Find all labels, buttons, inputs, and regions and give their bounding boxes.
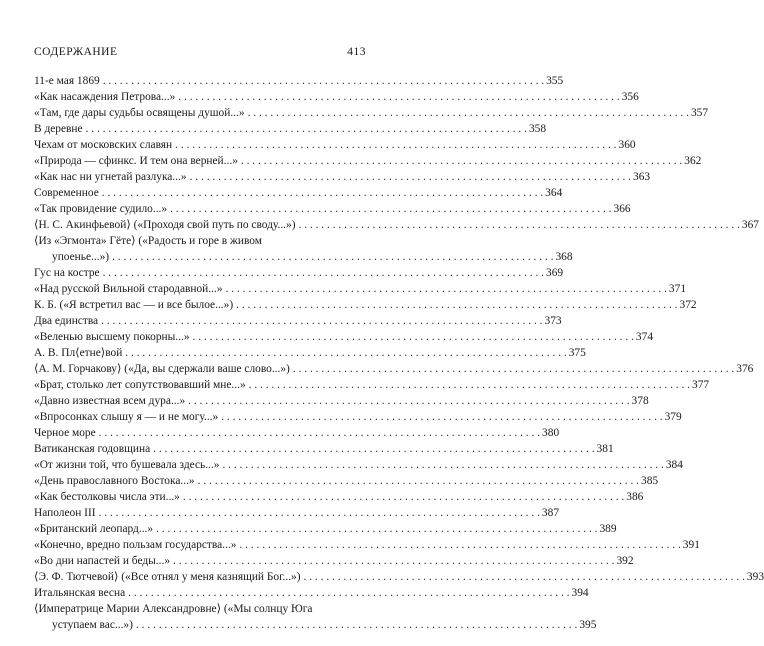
- toc-entry-title: ⟨Императрице Марии Александровне⟩ («Мы солнцу Юга: [34, 603, 313, 615]
- toc-entry-page: 364: [545, 187, 563, 199]
- page-number: 413: [347, 46, 366, 58]
- toc-entry-title: «Конечно, вредно пользам государства...»: [34, 539, 237, 551]
- toc-entry-page: 395: [579, 619, 597, 631]
- dot-leader: [150, 441, 594, 457]
- toc-entry-title: «Во дни напастей и беды...»: [34, 555, 171, 567]
- toc-entry-title: «Как насаждения Петрова...»: [34, 91, 176, 103]
- toc-entry: [34, 601, 597, 633]
- toc-entry-title: «Над русской Вильной стародавной...»: [34, 283, 223, 295]
- toc-entry: [34, 233, 573, 265]
- toc-entry-title: Современное: [34, 187, 99, 199]
- toc-entry-page: 393: [746, 571, 764, 583]
- toc-entry-title-continuation: уступаем вас...»): [52, 619, 133, 631]
- toc-entry-title: Черное море: [34, 427, 96, 439]
- toc-entry: [34, 569, 764, 585]
- toc-entry-page: 389: [599, 523, 617, 535]
- dot-leader: [133, 617, 577, 633]
- toc-entry-title: «Там, где дары судьбы освящены душой...»: [34, 107, 245, 119]
- running-head: [34, 46, 366, 62]
- toc-entry-title-continuation: упоенье...»): [52, 251, 110, 263]
- toc-entry-title: А. В. Пл⟨етне⟩вой: [34, 347, 123, 359]
- toc-entry: [34, 313, 562, 329]
- dot-leader: [109, 249, 553, 265]
- toc-entry-title: ⟨Н. С. Акинфьевой⟩ («Проходя свой путь по своду...»): [34, 219, 296, 231]
- dot-leader: [96, 425, 540, 441]
- dot-leader: [125, 585, 569, 601]
- table-of-contents: [34, 73, 764, 633]
- dot-leader: [180, 489, 624, 505]
- toc-entry-title: «Брат, столько лет сопутствовавший мне...»: [34, 379, 246, 391]
- toc-entry-page: 384: [665, 459, 683, 471]
- dot-leader: [290, 361, 734, 377]
- toc-entry: [34, 409, 682, 425]
- toc-entry: [34, 425, 560, 441]
- toc-entry: [34, 121, 547, 137]
- dot-leader: [245, 105, 689, 121]
- toc-entry-title: «Так провидение судило...»: [34, 203, 168, 215]
- toc-entry: [34, 201, 631, 217]
- dot-leader: [218, 409, 662, 425]
- toc-entry-title: «Британский леопард...»: [34, 523, 154, 535]
- toc-entry: [34, 553, 634, 569]
- toc-entry-title: Итальянская весна: [34, 587, 126, 599]
- toc-entry-title: «Давно известная всем дура...»: [34, 395, 186, 407]
- toc-entry-title: Ватиканская годовщина: [34, 443, 151, 455]
- toc-entry-page: 369: [546, 267, 564, 279]
- dot-leader: [153, 521, 597, 537]
- toc-entry-title: 11-е мая 1869: [34, 75, 100, 87]
- toc-entry-title: Чехам от московских славян: [34, 139, 173, 151]
- toc-entry-title: «Как бестолковы числа эти...»: [34, 491, 180, 503]
- toc-entry-page: 360: [618, 139, 636, 151]
- toc-entry-title: «Как нас ни угнетай разлука...»: [34, 171, 187, 183]
- toc-entry: [34, 489, 644, 505]
- toc-entry-page: 381: [596, 443, 614, 455]
- toc-entry: [34, 505, 560, 521]
- toc-entry-page: 376: [736, 363, 754, 375]
- toc-entry-page: 386: [626, 491, 644, 503]
- toc-entry: [34, 105, 709, 121]
- toc-entry-title: «Впросонках слышу я — и не могу...»: [34, 411, 219, 423]
- dot-leader: [296, 217, 740, 233]
- toc-entry: [34, 457, 683, 473]
- toc-entry: [34, 153, 702, 169]
- toc-entry: [34, 89, 639, 105]
- toc-entry-title: ⟨Э. Ф. Тютчевой⟩ («Все отнял у меня казнящий Бог...»): [34, 571, 301, 583]
- dot-leader: [301, 569, 745, 585]
- toc-entry-page: 358: [528, 123, 547, 135]
- toc-entry-title: Два единства: [34, 315, 99, 327]
- toc-entry: [34, 361, 754, 377]
- toc-entry: [34, 297, 697, 313]
- toc-entry-page: 357: [690, 107, 709, 119]
- toc-entry-page: 379: [664, 411, 682, 423]
- dot-leader: [98, 313, 542, 329]
- toc-entry: [34, 521, 617, 537]
- toc-entry-title: «Природа — сфинкс. И тем она верней...»: [34, 155, 238, 167]
- toc-entry-title: «От жизни той, что бушевала здесь...»: [34, 459, 220, 471]
- dot-leader: [236, 537, 680, 553]
- toc-entry-page: 362: [684, 155, 702, 167]
- dot-leader: [122, 345, 566, 361]
- toc-entry: [34, 137, 636, 153]
- toc-entry: [34, 185, 563, 201]
- toc-entry-page: 374: [635, 331, 654, 343]
- dot-leader: [99, 185, 543, 201]
- dot-leader: [96, 505, 540, 521]
- section-title: СОДЕРЖАНИЕ: [34, 46, 118, 58]
- toc-entry: [34, 393, 649, 409]
- toc-entry-page: 392: [616, 555, 634, 567]
- toc-entry: [34, 441, 614, 457]
- toc-entry-title: В деревне: [34, 123, 83, 135]
- toc-entry: [34, 329, 654, 345]
- dot-leader: [167, 201, 611, 217]
- toc-entry-page: 356: [621, 91, 639, 103]
- toc-entry-page: 385: [641, 475, 659, 487]
- dot-leader: [172, 137, 616, 153]
- toc-entry-title: «Веленью высшему покорны...»: [34, 331, 190, 343]
- dot-leader: [100, 73, 544, 89]
- toc-entry: [34, 73, 564, 89]
- dot-leader: [170, 553, 614, 569]
- toc-entry: [34, 217, 759, 233]
- toc-entry: [34, 345, 586, 361]
- toc-entry: [34, 473, 659, 489]
- dot-leader: [219, 457, 663, 473]
- dot-leader: [246, 377, 690, 393]
- toc-entry-page: 368: [555, 251, 573, 263]
- toc-entry-title: К. Б. («Я встретил вас — и все былое...»): [34, 299, 234, 311]
- dot-leader: [185, 393, 629, 409]
- toc-entry-title: «День православного Востока...»: [34, 475, 195, 487]
- dot-leader: [190, 329, 634, 345]
- toc-entry-page: 391: [682, 539, 700, 551]
- toc-entry: [34, 265, 564, 281]
- toc-entry-page: 355: [546, 75, 564, 87]
- toc-entry: [34, 537, 700, 553]
- dot-leader: [175, 89, 619, 105]
- toc-entry-page: 367: [741, 219, 759, 231]
- toc-entry-page: 363: [633, 171, 651, 183]
- dot-leader: [187, 169, 631, 185]
- toc-entry: [34, 377, 710, 393]
- toc-entry-page: 375: [568, 347, 586, 359]
- toc-entry-title: ⟨Из «Эгмонта» Гёте⟩ («Радость и горе в живом: [34, 235, 262, 247]
- dot-leader: [233, 297, 677, 313]
- toc-entry-page: 366: [613, 203, 631, 215]
- toc-entry-page: 372: [679, 299, 697, 311]
- toc-entry-title: Наполеон III: [34, 507, 96, 519]
- toc-entry-page: 373: [544, 315, 562, 327]
- toc-entry-page: 371: [668, 283, 687, 295]
- dot-leader: [83, 121, 527, 137]
- toc-entry-title: Гус на костре: [34, 267, 100, 279]
- dot-leader: [238, 153, 682, 169]
- toc-entry-page: 377: [692, 379, 710, 391]
- dot-leader: [100, 265, 544, 281]
- toc-entry-page: 387: [541, 507, 560, 519]
- toc-entry-title: ⟨А. М. Горчакову⟩ («Да, вы сдержали ваше слово...»): [34, 363, 290, 375]
- toc-entry: [34, 281, 687, 297]
- toc-entry-page: 378: [631, 395, 649, 407]
- dot-leader: [223, 281, 667, 297]
- toc-entry-page: 380: [542, 427, 560, 439]
- dot-leader: [195, 473, 639, 489]
- toc-entry: [34, 169, 651, 185]
- toc-entry: [34, 585, 589, 601]
- toc-entry-page: 394: [571, 587, 589, 599]
